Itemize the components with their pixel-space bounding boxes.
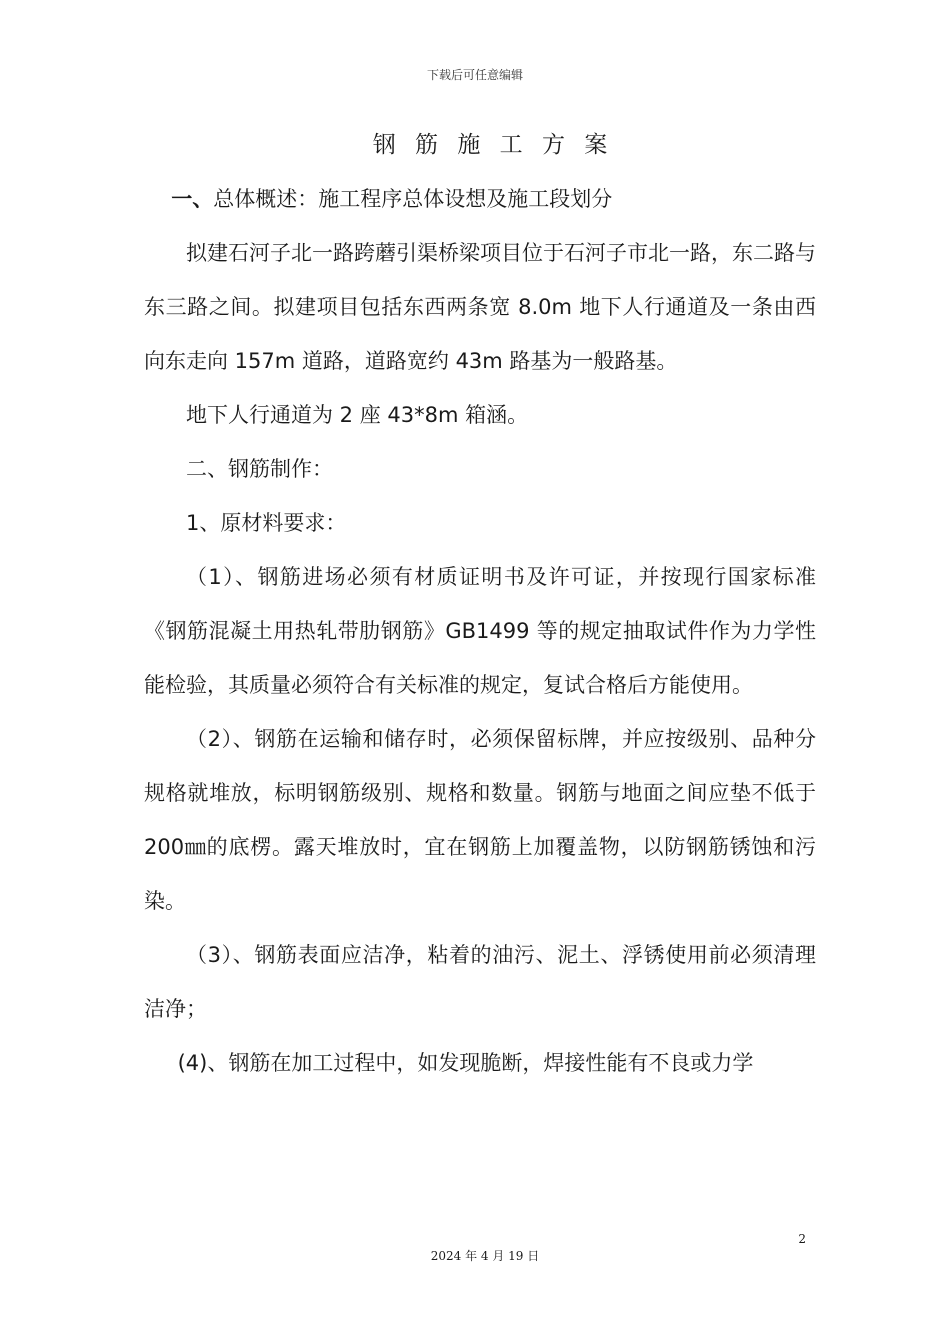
- section-heading-2: 二、钢筋制作：: [186, 457, 333, 481]
- list-item-3: （3）、钢筋表面应洁净，粘着的油污、泥土、浮锈使用前必须清理洁净；: [144, 943, 816, 1021]
- section-heading-1: [144, 172, 816, 226]
- list-item-1: （1）、钢筋进场必须有材质证明书及许可证，并按现行国家标准《钢筋混凝土用热轧带肋钢筋》GB1499 等的规定抽取试件作为力学性能检验，其质量必须符合有关标准的规定，复试合格后方能使用。: [144, 565, 816, 697]
- page-number: 2: [798, 1232, 806, 1246]
- list-item-4: (4)、钢筋在加工过程中，如发现脆断，焊接性能有不良或力学: [177, 1051, 754, 1075]
- paragraph-project-overview: 拟建石河子北一路跨蘑引渠桥梁项目位于石河子市北一路，东二路与东三路之间。拟建项目包括东西两条宽 8.0m 地下人行通道及一条由西向东走向 157m 道路，道路宽约 43m 路基为一般路基。: [144, 241, 816, 373]
- subheading-raw-materials: 1、原材料要求：: [186, 511, 347, 535]
- footer-date: 2024 年 4 月 19 日: [430, 1249, 540, 1263]
- section-title: 总体概述：施工程序总体设想及施工段划分: [213, 187, 613, 211]
- paragraph-underpass: 地下人行通道为 2 座 43*8m 箱涵。: [186, 403, 529, 427]
- document-title: 钢 筋 施 工 方 案: [372, 132, 614, 158]
- header-note: 下载后可任意编辑: [426, 68, 523, 82]
- section-number: 一、: [171, 187, 214, 211]
- document-body: [144, 172, 816, 1090]
- list-item-2: （2）、钢筋在运输和储存时，必须保留标牌，并应按级别、品种分规格就堆放，标明钢筋级别、规格和数量。钢筋与地面之间应垫不低于 200㎜的底楞。露天堆放时，宜在钢筋上加覆盖物，以防钢筋锈蚀和污染。: [144, 727, 816, 913]
